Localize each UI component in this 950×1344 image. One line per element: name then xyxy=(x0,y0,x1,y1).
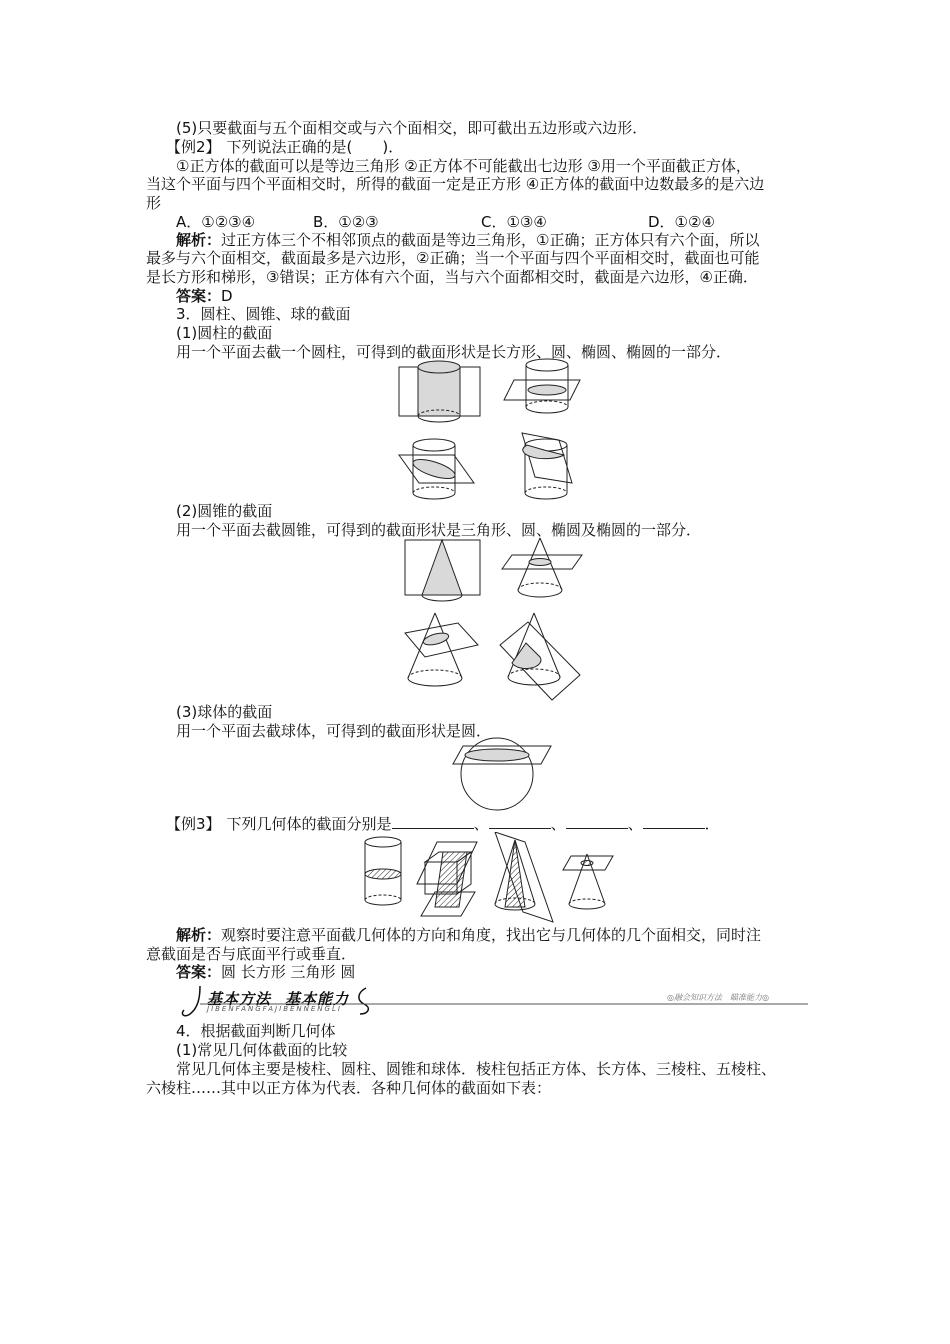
analysis-label: 解析： xyxy=(176,231,222,249)
answer-label: 答案： xyxy=(176,287,222,305)
example-2-text: 下列说法正确的是( )． xyxy=(226,138,404,156)
analysis-2-line-1: 解析：过正方体三个不相邻顶点的截面是等边三角形，①正确；正方体只有六个面，所以 xyxy=(176,231,760,249)
example-2-label: 【例2】 xyxy=(166,138,221,156)
blank-2[interactable] xyxy=(489,814,551,829)
section-4-para-line-2: 六棱柱……其中以正方体为代表．各种几何体的截面如下表： xyxy=(146,1079,552,1097)
sphere-section-figure xyxy=(445,736,555,812)
option-d: D．①②④ xyxy=(648,213,715,231)
analysis-3-line-2: 意截面是否与底面平行或垂直． xyxy=(146,945,357,963)
example-2-line-2: 当这个平面与四个平面相交时，所得的截面一定是正方形 ④正方体的截面中边数最多的是六边 xyxy=(146,175,765,193)
cylinder-sections-figure xyxy=(394,355,584,505)
example-2-line-1: ①正方体的截面可以是等边三角形 ②正方体不可能截出七边形 ③用一个平面截正方体， xyxy=(176,157,751,175)
section-4-para-line-1: 常见几何体主要是棱柱、圆柱、圆锥和球体．棱柱包括正方体、长方体、三棱柱、五棱柱、 xyxy=(176,1060,777,1078)
sphere-text: 用一个平面去截球体，可得到的截面形状是圆． xyxy=(176,722,492,740)
cylinder-text: 用一个平面去截一个圆柱，可得到的截面形状是长方形、圆、椭圆、椭圆的一部分． xyxy=(176,343,732,361)
blank-4[interactable] xyxy=(643,814,705,829)
example-3-label: 【例3】 xyxy=(166,815,221,833)
analysis-2-line-2: 最多与六个面相交，截面最多是六边形，②正确；当一个平面与四个平面相交时，截面也可能 xyxy=(146,249,760,267)
option-a: A．①②③④ xyxy=(176,213,256,231)
analysis-2-line-3: 是长方形和梯形，③错误；正方体有六个面，当与六个面都相交时，截面是六边形，④正确． xyxy=(146,268,758,286)
example-2-line-3: 形 xyxy=(146,194,162,212)
banner-slogan: ◎融会知识方法 瞄准能力◎ xyxy=(667,993,769,1002)
blank-3[interactable] xyxy=(566,814,628,829)
item-5: (5)只要截面与五个面相交或与六个面相交，即可截出五边形或六边形． xyxy=(176,119,648,137)
cone-sections-figure xyxy=(400,535,590,705)
section-4-sub-heading: (1)常见几何体截面的比较 xyxy=(176,1041,348,1059)
banner-title: 基本方法 基本能力 xyxy=(207,990,350,1008)
example-3-figure xyxy=(355,832,615,924)
answer-2: 答案：D xyxy=(176,287,233,305)
analysis-3-line-1: 解析：观察时要注意平面截几何体的方向和角度，找出它与几何体的几个面相交，同时注 xyxy=(176,926,762,944)
cone-heading: (2)圆锥的截面 xyxy=(176,502,273,520)
option-c: C．①③④ xyxy=(481,213,547,231)
example-2-question xyxy=(166,138,403,156)
option-b: B．①②③ xyxy=(313,213,379,231)
example-3-question: 【例3】 下列几何体的截面分别是 、 、 、 ． xyxy=(166,815,720,833)
answer-3: 答案：圆 长方形 三角形 圆 xyxy=(176,963,356,981)
section-3-heading: 3．圆柱、圆锥、球的截面 xyxy=(176,305,351,323)
cone-text: 用一个平面去截圆锥，可得到的截面形状是三角形、圆、椭圆及椭圆的一部分． xyxy=(176,521,702,539)
section-4-heading: 4．根据截面判断几何体 xyxy=(176,1022,336,1040)
blank-1[interactable] xyxy=(392,814,474,829)
banner-subtitle: JIBENFANGFAJIBENNENGLI xyxy=(207,1005,342,1013)
cylinder-heading: (1)圆柱的截面 xyxy=(176,324,273,342)
sphere-heading: (3)球体的截面 xyxy=(176,703,273,721)
